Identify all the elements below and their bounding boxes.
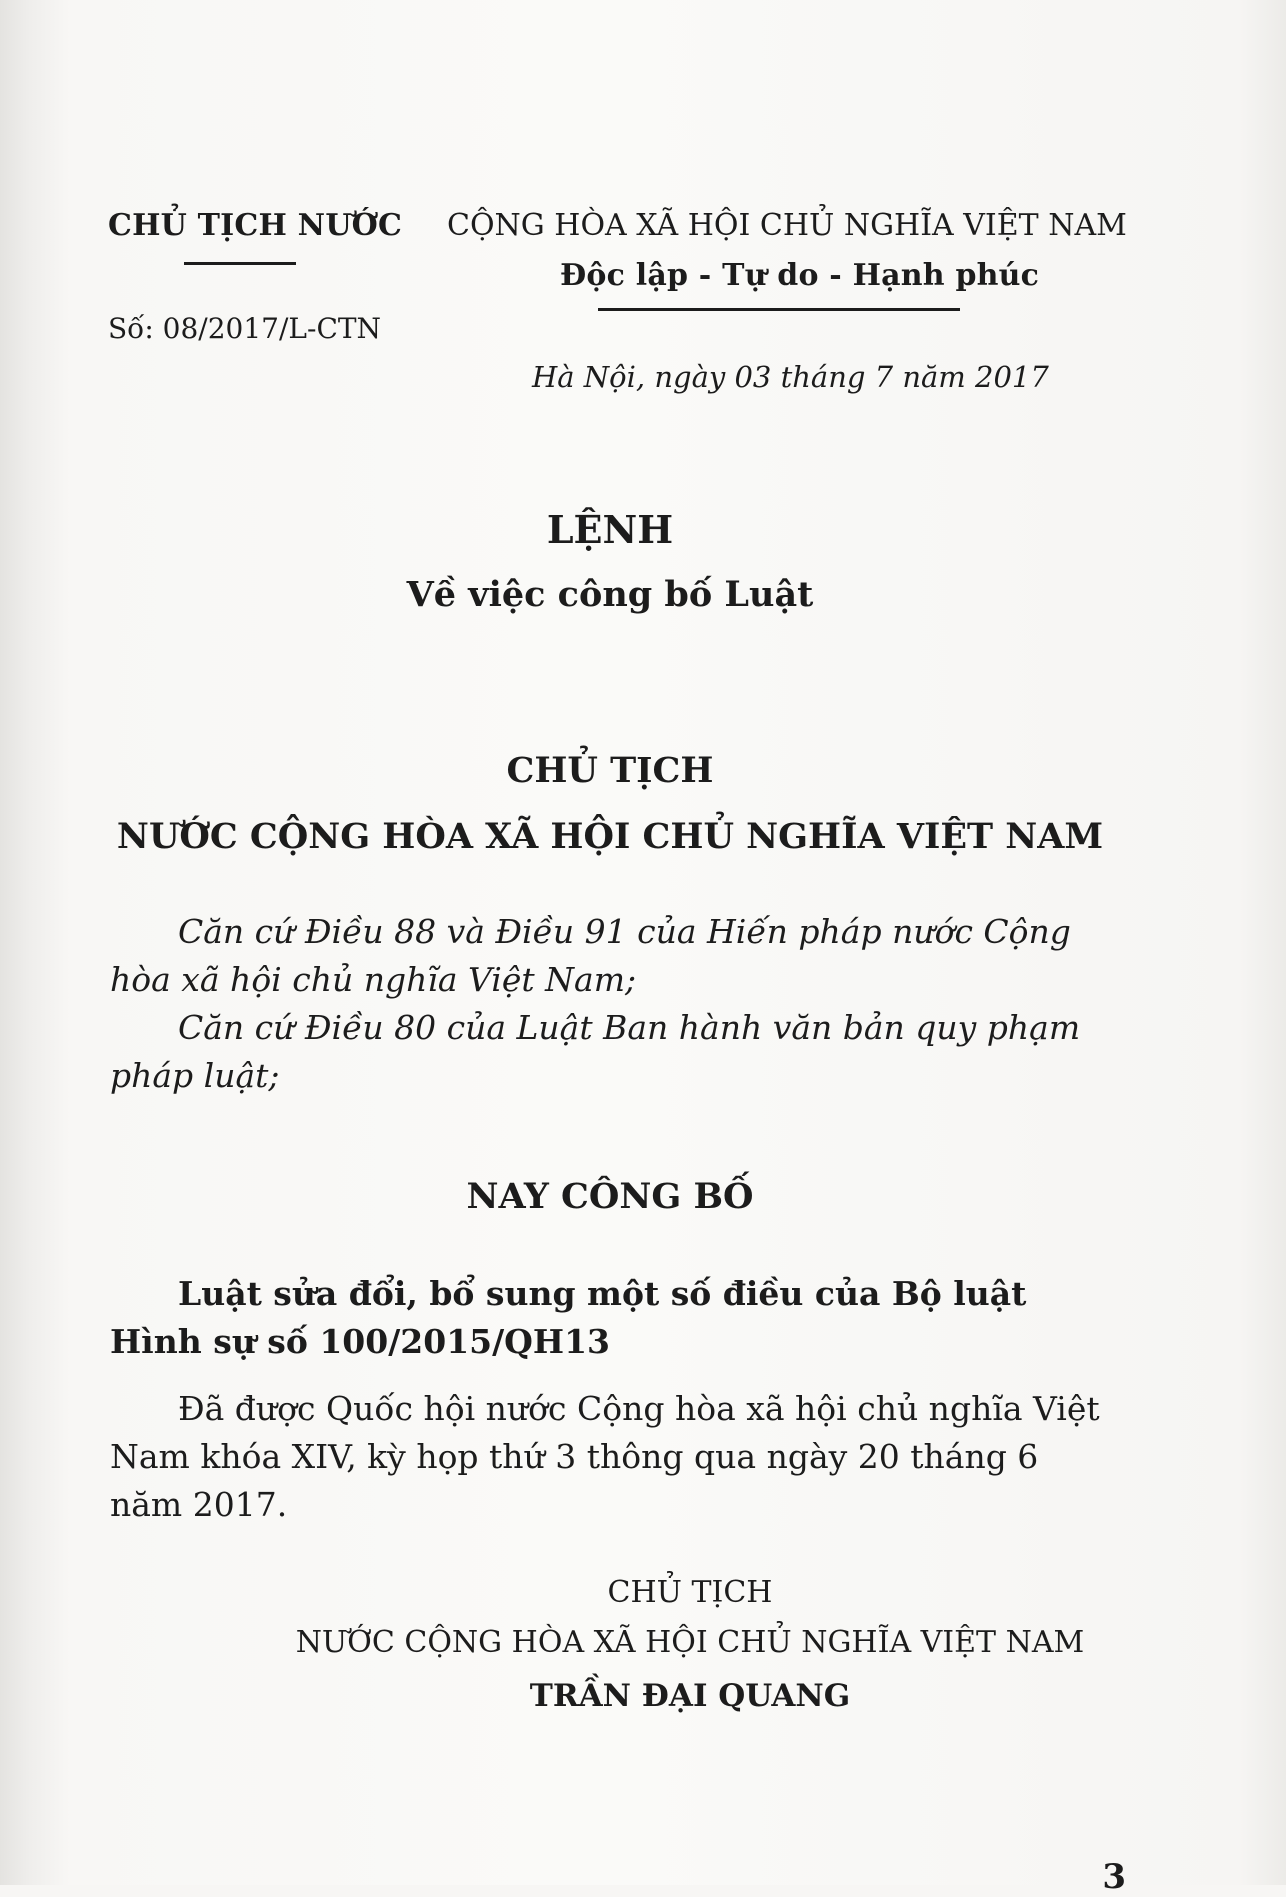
passage-line2: Nam khóa XIV, kỳ họp thứ 3 thông qua ngày 20 tháng 6 — [110, 1437, 1039, 1476]
legal-basis-2 — [110, 1004, 1110, 1100]
signature-org: NƯỚC CỘNG HÒA XÃ HỘI CHỦ NGHĨA VIỆT NAM — [295, 1625, 1085, 1660]
document-type-title: LỆNH — [546, 507, 674, 552]
issuer-country: NƯỚC CỘNG HÒA XÃ HỘI CHỦ NGHĨA VIỆT NAM — [116, 816, 1104, 857]
law-name-line1: Luật sửa đổi, bổ sung một số điều của Bộ luật — [178, 1274, 1027, 1313]
signatory-name: TRẦN ĐẠI QUANG — [529, 1678, 851, 1714]
document-subject: Về việc công bố Luật — [406, 574, 814, 615]
place-and-date: Hà Nội, ngày 03 tháng 7 năm 2017 — [532, 360, 1049, 394]
passage-statement — [110, 1385, 1110, 1529]
law-name-line2: Hình sự số 100/2015/QH13 — [110, 1322, 611, 1361]
legal-basis-2-line2: pháp luật; — [110, 1056, 280, 1095]
legal-basis-2-line1: Căn cứ Điều 80 của Luật Ban hành văn bản quy phạm — [178, 1008, 1081, 1047]
passage-line1: Đã được Quốc hội nước Cộng hòa xã hội chủ nghĩa Việt — [178, 1389, 1100, 1428]
legal-basis-1 — [110, 908, 1110, 1004]
announce-heading: NAY CÔNG BỐ — [466, 1176, 754, 1217]
passage-line3: năm 2017. — [110, 1485, 288, 1524]
motto-underline — [598, 308, 960, 311]
national-motto: Độc lập - Tự do - Hạnh phúc — [560, 258, 1040, 293]
issuer-title: CHỦ TỊCH — [506, 750, 714, 791]
nation-title: CỘNG HÒA XÃ HỘI CHỦ NGHĨA VIỆT NAM — [447, 208, 1127, 243]
issuer-office-underline — [184, 262, 296, 265]
page-number: 3 — [1102, 1857, 1126, 1897]
document-number: Số: 08/2017/L-CTN — [108, 312, 382, 345]
law-name — [110, 1270, 1110, 1366]
legal-basis-1-line1: Căn cứ Điều 88 và Điều 91 của Hiến pháp nước Cộng — [178, 912, 1071, 951]
signature-title: CHỦ TỊCH — [607, 1575, 773, 1610]
legal-basis-1-line2: hòa xã hội chủ nghĩa Việt Nam; — [110, 960, 637, 999]
issuer-office-title: CHỦ TỊCH NƯỚC — [108, 208, 403, 243]
